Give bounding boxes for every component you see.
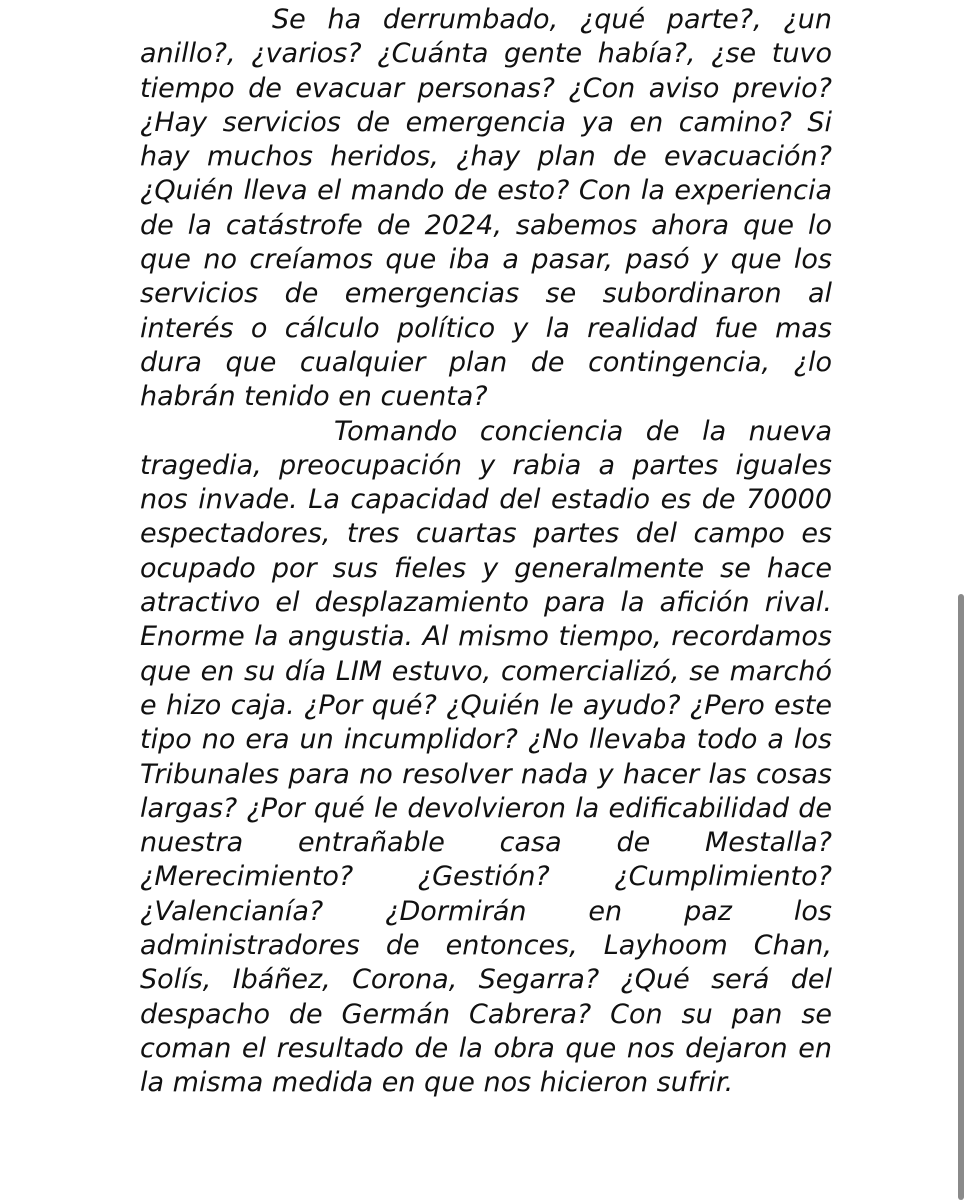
scrollbar-thumb[interactable] [958,594,964,1200]
document-body [140,3,832,1101]
vertical-scrollbar[interactable] [955,590,967,1200]
paragraph-stadium-tragedy: Tomando conciencia de la nueva tragedia, preocupación y rabia a partes iguales nos invade. La capacidad del estadio es de 70000 espectadores, tres cuartas partes del campo es ocupado por sus fieles y generalmente se hace atractivo el desplazamiento para la afición rival. Enorme la angustia. Al mismo tiempo, recordamos que en su día LIM estuvo, comercializó, se marchó e hizo caja. ¿Por qué? ¿Quién le ayudo? ¿Pero este tipo no era un incumplidor? ¿No llevaba todo a los Tribunales para no resolver nada y hacer las cosas largas? ¿Por qué le devolvieron la edificabilidad de nuestra entrañable casa de Mestalla? ¿Merecimiento? ¿Gestión? ¿Cumplimiento? ¿Valencianía? ¿Dormirán en paz los administradores de entonces, Layhoom Chan, Solís, Ibáñez, Corona, Segarra? ¿Qué será del despacho de Germán Cabrera? Con su pan se coman el resultado de la obra que nos dejaron en la misma medida en que nos hicieron sufrir. [140,415,832,1099]
paragraph-evacuation-questions: Se ha derrumbado, ¿qué parte?, ¿un anillo?, ¿varios? ¿Cuánta gente había?, ¿se tuvo tiempo de evacuar personas? ¿Con aviso previo? ¿Hay servicios de emergencia ya en camino? Si hay muchos heridos, ¿hay plan de evacuación? ¿Quién lleva el mando de esto? Con la experiencia de la catástrofe de 2024, sabemos ahora que lo que no creíamos que iba a pasar, pasó y que los servicios de emergencias se subordinaron al interés o cálculo político y la realidad fue mas dura que cualquier plan de contingencia, ¿lo habrán tenido en cuenta? [140,4,832,413]
